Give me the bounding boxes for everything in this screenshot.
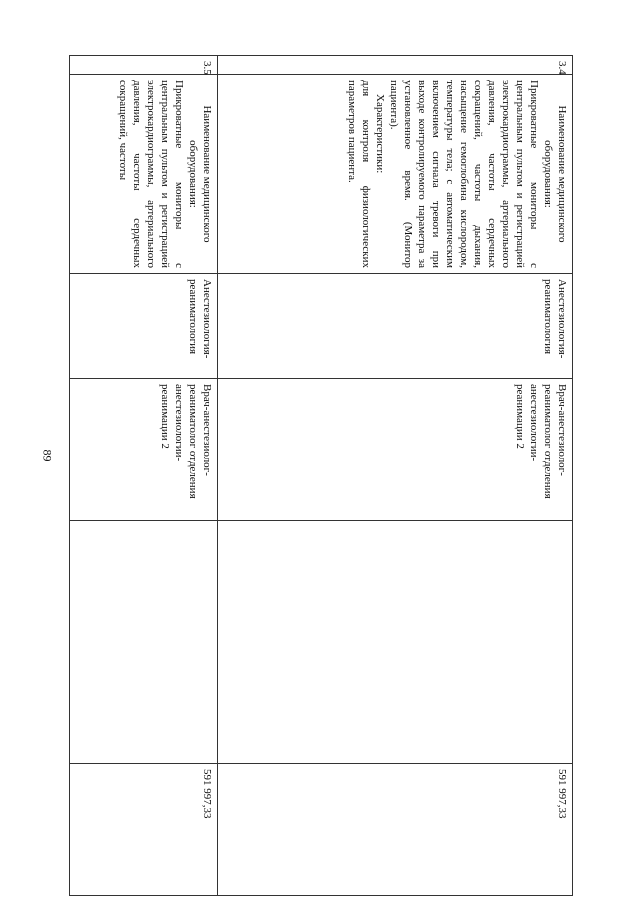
price-cell: 591 997,33 <box>70 764 218 896</box>
equipment-description <box>218 75 573 274</box>
row-number: 3.4 <box>218 56 573 75</box>
table-row <box>218 56 573 896</box>
description-title: Наименование медицинского оборудования: <box>187 105 213 243</box>
description-body: Прикроватные мониторы с центральным пультом и регистрацией электрокардиограммы, артериального давления, частоты сердечных сокращений, частоты <box>117 80 185 268</box>
characteristics-title: Характеристики: <box>374 94 386 174</box>
rotated-page <box>70 55 573 895</box>
equipment-description <box>70 75 218 274</box>
position-cell: Врач-анестезиолог-реаниматолог отделения анестезиологии-реанимации 2 <box>70 379 218 521</box>
specialty-cell: Анестезиология-реаниматология <box>70 274 218 379</box>
specialty-cell: Анестезиология-реаниматология <box>218 274 573 379</box>
empty-cell <box>70 521 218 764</box>
page-number: 89 <box>40 449 55 462</box>
price-cell: 591 997,33 <box>218 764 573 896</box>
position-cell: Врач-анестезиолог-реаниматолог отделения анестезиологии-реанимации 2 <box>218 379 573 521</box>
description-body: Прикроватные мониторы с центральным пультом и регистрацией электрокардиограммы, артериального давления, частоты сердечных сокращений, частоты дыхания, насыщение гемоглобина кислородом, температуры тела; с автоматическим включением сигнала тревоги при выходе контролируемого параметра за установленное время. (Монитор пациента). <box>388 80 540 268</box>
characteristics-body: для контроля физиологических параметров пациента. <box>346 80 372 268</box>
description-title: Наименование медицинского оборудования: <box>542 105 568 243</box>
equipment-table <box>69 55 573 896</box>
row-number: 3.5 <box>70 56 218 75</box>
empty-cell <box>218 521 573 764</box>
table-row <box>70 56 218 896</box>
